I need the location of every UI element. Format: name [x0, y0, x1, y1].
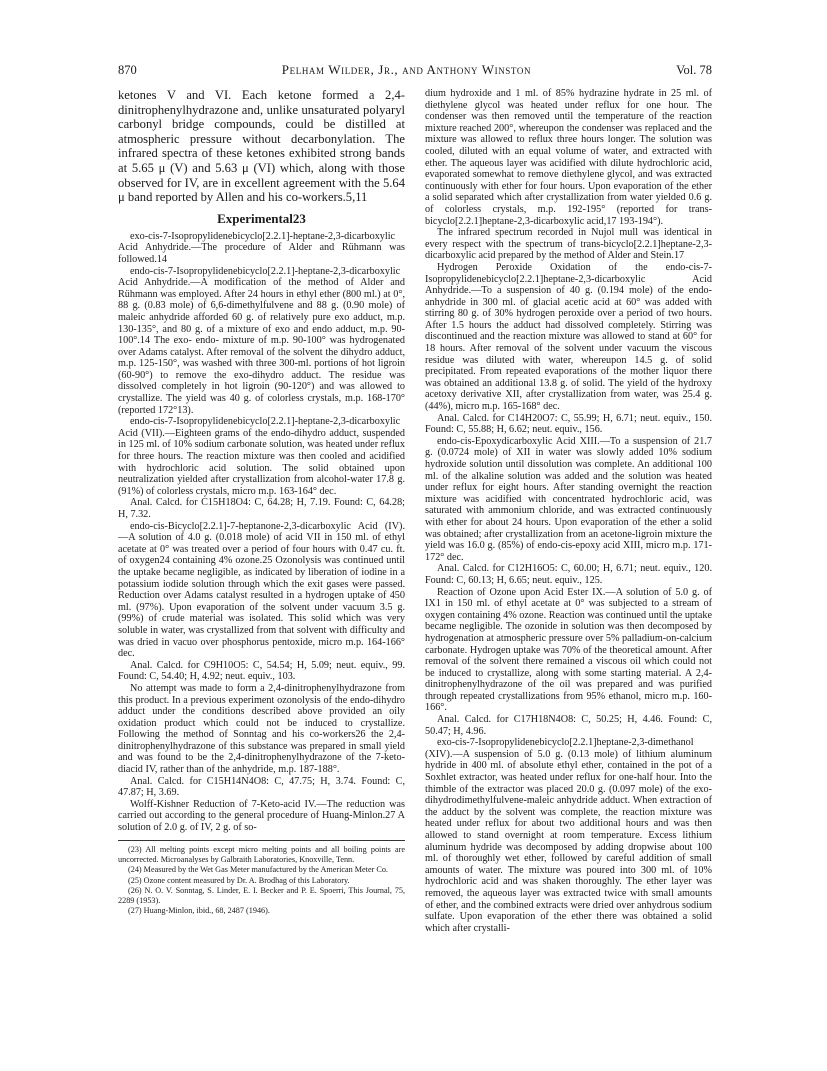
left-column: [118, 88, 405, 917]
paragraph: exo-cis-7-Isopropylidenebicyclo[2.2.1]-heptane-2,3-dicarboxylic Acid Anhydride.—The procedure of Alder and Rühmann was followed.14: [118, 230, 405, 265]
footnote: (26) N. O. V. Sonntag, S. Linder, E. I. Becker and P. E. Spoerri, This Journal, 75, 2289 (1953).: [118, 885, 405, 906]
paragraph: The infrared spectrum recorded in Nujol mull was identical in every respect with the spectrum of trans-bicyclo[2.2.1]heptane-2,3-dicarboxylic acid prepared by the method of Alder and Stein.17: [425, 227, 712, 262]
analysis-line: Anal. Calcd. for C14H20O7: C, 55.99; H, 6.71; neut. equiv., 150. Found: C, 55.88; H, 6.62; neut. equiv., 156.: [425, 412, 712, 436]
footnote: (24) Measured by the Wet Gas Meter manufactured by the American Meter Co.: [128, 865, 388, 875]
paragraph: endo-cis-Bicyclo[2.2.1]-7-heptanone-2,3-dicarboxylic Acid (IV).—A solution of 4.0 g. (0.018 mole) of acid VII in 150 ml. of ethyl acetate at 0° was treated over a period of four hours with 0.47 cu. ft. of oxygen24 containing 4% ozone.25 Ozonolysis was continued until the uptake became negligible, as indicated by liberation of iodine in a potassium iodide solution through which the exit gases were passed. Reduction over Adams catalyst resulted in a hydrogen uptake of 450 ml. (97%). Upon evaporation of the solvent under vacuum 3.5 g. (99%) of crude material was isolated. This solid which was very soluble in water, was crystallized from that solvent with difficulty and was dried in vacuo over phosphorus pentoxide, micro m.p. 164-166° dec.: [118, 520, 405, 660]
paragraph: endo-cis-7-Isopropylidenebicyclo[2.2.1]-heptane-2,3-dicarboxylic Acid (VII).—Eighteen grams of the endo-dihydro adduct, suspended in 125 ml. of 10% sodium carbonate solution, was heated under reflux for three hours. The reaction mixture was then cooled and acidified with hydrochloric acid solution. The solid obtained upon neutralization yielded after crystallization from alcohol-water 17.8 g. (91%) of colorless crystals, micro m.p. 163-164° dec.: [118, 416, 405, 497]
analysis-line: Anal. Calcd. for C17H18N4O8: C, 50.25; H, 4.46. Found: C, 50.47; H, 4.96.: [425, 714, 712, 737]
footnote: (27) Huang-Minlon, ibid., 68, 2487 (1946).: [128, 906, 270, 916]
intro-paragraph: ketones V and VI. Each ketone formed a 2,4-dinitrophenylhydrazone and, unlike unsaturated polyaryl carbonyl bridge compounds, could be distilled at atmospheric pressure without decarbonylation. The infrared spectra of these ketones exhibited strong bands at 5.65 μ (V) and 5.63 μ (VI) which, along with those observed for IV, are in excellent agreement with the 5.64 μ band reported by Allen and his co-workers.5,11: [118, 88, 405, 205]
paragraph: endo-cis-Epoxydicarboxylic Acid XIII.—To a suspension of 21.7 g. (0.0724 mole) of XII in water was slowly added 10% sodium hydroxide solution until dissolution was complete. An additional 100 ml. of the alkaline solution was added and the solution was heated under reflux for eight hours. After standing overnight the reaction mixture was acidified with concentrated hydrochloric acid, was saturated with ammonium chloride, and was extracted continuously with ether for about 24 hours. Upon evaporation of the ether a solid was obtained; after crystallization from an acetone-ligroin mixture the yield was 16.0 g. (85%) of endo-cis-epoxy acid XIII, micro m.p. 171-172° dec.: [425, 435, 712, 563]
page-number: 870: [118, 63, 137, 77]
paragraph: Reaction of Ozone upon Acid Ester IX.—A solution of 5.0 g. of IX1 in 150 ml. of ethyl acetate at 0° was subjected to a stream of oxygen containing 4% ozone. Reaction was continued until the uptake became negligible. The ozonide in solution was then decomposed by hydrogenation at atmospheric pressure over 5% palladium-on-calcium carbonate. Hydrogen uptake was 70% of the theoretical amount. After removal of the solvent there remained a viscous oil which could not be induced to crystallize, along with some starting material. A 2,4-dinitrophenylhydrazone of the oil was prepared and was purified through repeated crystallizations from 95% ethanol, micro m.p. 160-166°.: [425, 586, 712, 714]
section-heading: Experimental23: [217, 210, 306, 226]
analysis-line: Anal. Calcd. for C15H14N4O8: C, 47.75; H, 3.74. Found: C, 47.87; H, 3.69.: [118, 775, 405, 799]
running-title: Pelham Wilder, Jr., and Anthony Winston: [281, 62, 532, 77]
footnote-divider: [118, 840, 405, 841]
footnote: (23) All melting points except micro melting points and all boiling points are uncorrected. Microanalyses by Galbraith Laboratories, Knoxville, Tenn.: [118, 844, 405, 864]
paragraph: dium hydroxide and 1 ml. of 85% hydrazine hydrate in 25 ml. of diethylene glycol was heated under reflux for one hour. The condenser was then removed until the temperature of the reaction mixture reached 200°, whereupon the condenser was replaced and the mixture was allowed to reflux three hours longer. The solution was cooled, diluted with an equal volume of water, and extracted with ether. The aqueous layer was acidified with dilute hydrochloric acid, evaporated somewhat to remove diethylene glycol, and was extracted continuously with ether for four hours. Upon evaporation of the ether a solid separated which after crystallization from water yielded 0.6 g. of colorless crystals, m.p. 192-195° (reported for trans-bicyclo[2.2.1]heptane-2,3-dicarboxylic acid,17 193-194°).: [425, 88, 712, 227]
running-header: [118, 62, 712, 78]
volume-label: Vol. 78: [676, 63, 712, 77]
paragraph: Wolff-Kishner Reduction of 7-Keto-acid IV.—The reduction was carried out according to the general procedure of Huang-Minlon.27 A solution of 2.0 g. of IV, 2 g. of so-: [118, 798, 405, 834]
paragraph: exo-cis-7-Isopropylidenebicyclo[2.2.1]heptane-2,3-dimethanol (XIV).—A suspension of 5.0 g. (0.13 mole) of lithium aluminum hydride in 400 ml. of absolute ethyl ether, contained in the pot of a Soxhlet extractor, was heated under reflux for one-half hour. Into the thimble of the extractor was placed 20.0 g. (0.097 mole) of the exo-dihydrodimethylfulvene-maleic anhydride adduct. When extraction of the adduct by the solvent was complete, the reaction mixture was heated under reflux for about two additional hours and was then allowed to stand overnight at room temperature. Excess lithium aluminum hydride was decomposed by adding dropwise about 100 ml. of thoroughly wet ether, followed by careful addition of small amounts of water. The mixture was poured into 300 ml. of 10% hydrochloric acid and was shaken thoroughly. The ether layer was removed, the aqueous layer was extracted twice with small amounts of ether, and the combined extracts were dried over anhydrous sodium sulfate. Upon evaporation of the ether there was obtained a solid which after crystalli-: [425, 737, 712, 934]
right-column: [425, 88, 712, 934]
paragraph: endo-cis-7-Isopropylidenebicyclo[2.2.1]-heptane-2,3-dicarboxylic Acid Anhydride.—A modification of the method of Alder and Rühmann was employed. After 24 hours in ethyl ether (800 ml.) at 0°, 88 g. (0.83 mole) of 6,6-dimethylfulvene and 88 g. (0.90 mole) of maleic anhydride afforded 60 g. of relatively pure exo adduct, m.p. 130-135°, and 80 g. of a mixture of exo and endo adduct, m.p. 90-100°.14 The exo- endo- mixture of m.p. 90-100° was hydrogenated over Adams catalyst. After removal of the solvent the dihydro adduct, m.p. 125-150°, was washed with three 300-ml. portions of hot ligroin (60-90°) to remove the exo-dihydro adduct. The residue was dissolved completely in hot ligroin (90-120°) and was allowed to crystallize. The yield was 40 g. of colorless crystals, m.p. 168-170° (reported 172°13).: [118, 265, 405, 416]
analysis-line: Anal. Calcd. for C12H16O5: C, 60.00; H, 6.71; neut. equiv., 120. Found: C, 60.13; H, 6.65; neut. equiv., 125.: [425, 563, 712, 586]
paragraph: No attempt was made to form a 2,4-dinitrophenylhydrazone from this product. In a previous experiment ozonolysis of the endo-dihydro adduct under the conditions described above provided an oily oxidation product which could not be induced to crystallize. Following the method of Sonntag and his co-workers26 the 2,4-dinitrophenylhydrazone of this substance was prepared in small yield and was found to be the 2,4-dinitrophenylhydrazone of the 7-keto-diacid IV, rather than of the anhydride, m.p. 187-188°.: [118, 682, 405, 776]
paragraph: Hydrogen Peroxide Oxidation of the endo-cis-7-Isopropylidenebicyclo[2.2.1]heptane-2,3-dicarboxylic Acid Anhydride.—To a suspension of 40 g. (0.194 mole) of the endo-anhydride in 300 ml. of glacial acetic acid at 60° was added with stirring 80 g. of 30% hydrogen peroxide over a period of two hours. After 1.5 hours the adduct had dissolved completely. Stirring was discontinued and the reaction mixture was allowed to stand at 60° for 18 hours. After removal of the solvent under vacuum the viscous residue was diluted with water, whereupon 14.5 g. of solid precipitated. From repeated evaporations of the mother liquor there was obtained an additional 13.8 g. of solid. The yield of the hydroxy acetoxy derivative XII, after crystallization from water, was 25.4 g. (44%), micro m.p. 165-168° dec.: [425, 261, 712, 413]
analysis-line: Anal. Calcd. for C15H18O4: C, 64.28; H, 7.19. Found: C, 64.28; H, 7.32.: [118, 497, 405, 520]
footnote: (25) Ozone content measured by Dr. A. Brodhag of this Laboratory.: [128, 875, 350, 885]
analysis-line: Anal. Calcd. for C9H10O5: C, 54.54; H, 5.09; neut. equiv., 99. Found: C, 54.40; H, 4.92; neut. equiv., 103.: [118, 659, 405, 683]
